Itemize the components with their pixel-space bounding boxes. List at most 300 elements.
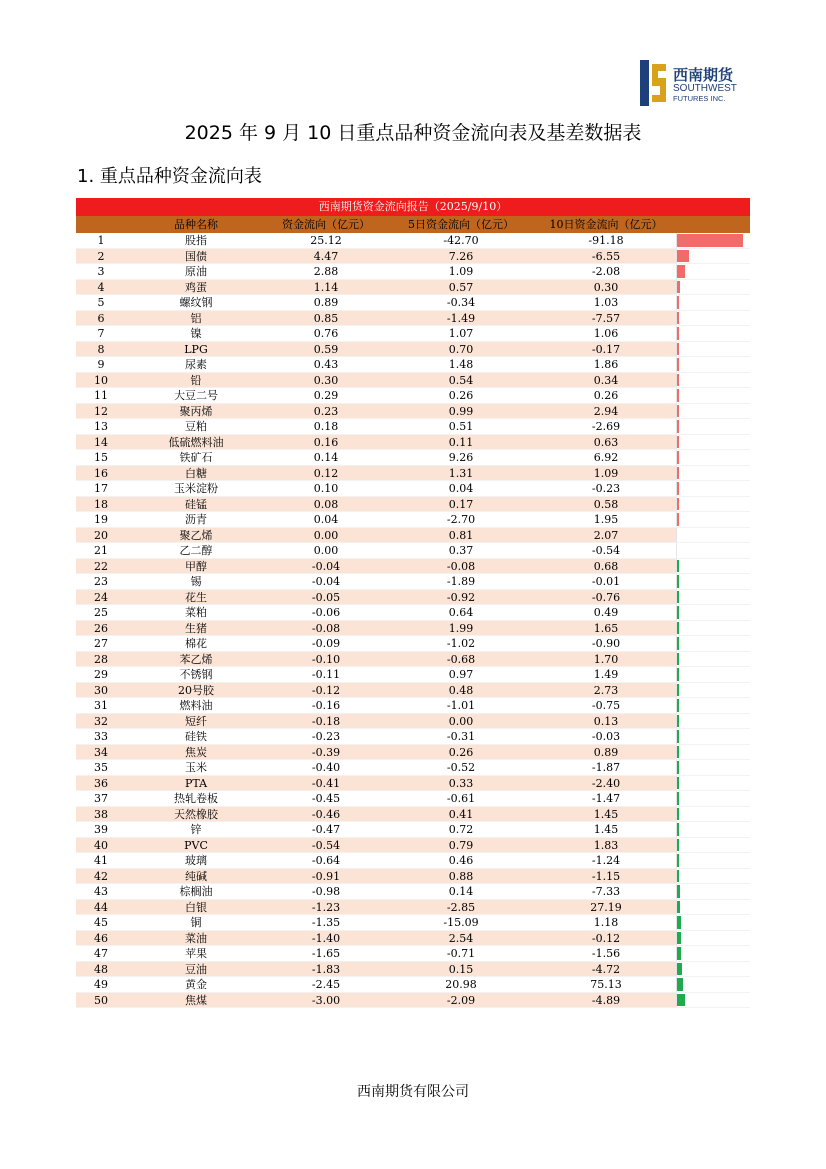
flow-bar-cell [676,993,750,1008]
flow-bar-cell [676,698,750,713]
flow-bar-cell [676,357,750,372]
flow-10d-cell: 0.68 [593,559,619,573]
table-row [76,760,750,776]
flow-bar [677,296,679,309]
table-row [76,388,750,404]
flow-cell: 0.00 [313,528,339,542]
table-row [76,342,750,358]
flow-cell: 0.04 [313,513,339,526]
flow-10d-cell: 1.86 [593,358,619,371]
flow-bar-cell [676,528,750,543]
flow-cell: -0.40 [311,761,341,774]
flow-bar [677,591,679,604]
flow-5d-cell: 9.26 [448,451,474,464]
rank-cell: 41 [94,854,108,867]
flow-5d-cell: 20.98 [445,978,477,991]
flow-bar-cell [676,884,750,899]
table-row [76,729,750,745]
header-name: 品种名称 [174,218,218,231]
flow-10d-cell: 1.09 [593,466,619,480]
flow-5d-cell: 0.97 [448,668,474,681]
flow-5d-cell: 1.48 [448,358,474,371]
flow-bar [677,684,679,697]
rank-cell: 35 [94,761,108,774]
flow-10d-cell: 1.95 [593,513,619,526]
flow-5d-cell: 0.88 [448,869,474,883]
flow-bar-cell [676,714,750,729]
flow-bar-cell [676,466,750,481]
flow-10d-cell: 2.07 [593,528,619,542]
flow-bar-cell [676,311,750,326]
flow-10d-cell: 2.94 [593,404,619,418]
name-cell: 焦煤 [185,993,207,1007]
flow-cell: -3.00 [311,993,341,1007]
flow-bar [677,839,679,852]
flow-bar-cell [676,807,750,822]
rank-cell: 17 [94,482,108,495]
rank-cell: 28 [94,652,108,666]
flow-10d-cell: 0.63 [593,435,619,449]
name-cell: 镍 [190,327,202,340]
flow-cell: -0.23 [311,730,341,743]
flow-5d-cell: -1.89 [446,575,476,588]
flow-cell: 0.89 [313,296,339,309]
flow-cell: 0.59 [313,342,339,356]
flow-cell: 0.10 [313,482,339,495]
name-cell: 硅铁 [185,730,207,743]
name-cell: 鸡蛋 [185,280,207,294]
flow-bar-cell [676,373,750,388]
flow-5d-cell: 0.15 [448,962,474,976]
flow-5d-cell: 0.70 [448,342,474,356]
flow-bar [677,963,682,976]
flow-10d-cell: 1.83 [593,838,619,852]
rank-cell: 14 [94,435,108,449]
flow-bar [677,885,680,898]
flow-cell: -1.35 [311,916,341,929]
rank-cell: 48 [94,962,108,976]
flow-10d-cell: -4.89 [591,993,621,1007]
flow-10d-cell: -0.90 [591,637,621,650]
name-cell: 沥青 [185,513,207,526]
logo-mark-icon [640,60,668,106]
flow-10d-cell: -0.17 [591,342,621,356]
rank-cell: 47 [94,947,108,960]
flow-10d-cell: 27.19 [590,900,622,914]
rank-cell: 16 [94,466,108,480]
flow-bar-cell [676,853,750,868]
rank-cell: 39 [94,823,108,836]
flow-10d-cell: -1.47 [591,792,621,805]
name-cell: 菜油 [185,931,207,945]
flow-5d-cell: -0.52 [446,761,476,774]
table-row [76,915,750,931]
flow-10d-cell: 1.49 [593,668,619,681]
flow-10d-cell: 75.13 [590,978,622,991]
table-row [76,590,750,606]
table-row [76,311,750,327]
table-row [76,791,750,807]
name-cell: 低硫燃料油 [168,435,224,449]
rank-cell: 34 [94,745,108,759]
flow-5d-cell: 0.14 [448,885,474,898]
name-cell: 玉米 [185,761,207,774]
table-row [76,326,750,342]
flow-bar [677,343,679,356]
rank-cell: 40 [94,838,108,852]
table-row [76,419,750,435]
flow-cell: -1.65 [311,947,341,960]
flow-bar-cell [676,822,750,837]
table-row [76,264,750,280]
flow-bar-cell [676,605,750,620]
table-row [76,404,750,420]
name-cell: 硅锰 [185,497,207,511]
flow-bar [677,901,680,914]
name-cell: 铅 [190,373,202,387]
flow-bar [677,792,679,805]
table-row [76,869,750,885]
name-cell: LPG [184,342,208,356]
table-row [76,280,750,296]
flow-5d-cell: -0.31 [446,730,476,743]
flow-bar-cell [676,264,750,279]
flow-10d-cell: -91.18 [588,234,624,247]
name-cell: 棕榈油 [179,885,213,898]
flow-bar [677,994,685,1007]
flow-5d-cell: -0.68 [446,652,476,666]
flow-bar [677,870,679,883]
rank-cell: 46 [94,931,108,945]
header-flow-10d: 10日资金流向（亿元） [549,218,663,231]
flow-bar-cell [676,450,750,465]
rank-cell: 26 [94,621,108,635]
flow-10d-cell: 0.13 [593,714,619,728]
flow-cell: -1.40 [311,931,341,945]
flow-bar-cell [676,419,750,434]
flow-5d-cell: 2.54 [448,931,474,945]
flow-cell: 0.16 [313,435,339,449]
flow-5d-cell: 0.54 [448,373,474,387]
flow-cell: -0.41 [311,776,341,790]
flow-10d-cell: -0.03 [591,730,621,743]
flow-bar [677,777,679,790]
table-row [76,357,750,373]
name-cell: 短纤 [185,714,207,728]
rank-cell: 44 [94,900,108,914]
flow-10d-cell: 1.45 [593,823,619,836]
flow-bar-cell [676,574,750,589]
flow-bar [677,978,683,991]
name-cell: 尿素 [185,358,207,371]
table-row [76,373,750,389]
table-row [76,233,750,249]
flow-5d-cell: 0.48 [448,683,474,697]
table-row [76,822,750,838]
flow-5d-cell: 1.07 [448,327,474,340]
flow-bar [677,250,689,263]
rank-cell: 10 [94,373,108,387]
rank-cell: 7 [97,327,105,340]
flow-bar-cell [676,776,750,791]
flow-5d-cell: 0.81 [448,528,474,542]
header-rank [76,216,126,233]
flow-bar [677,715,679,728]
flow-bar-cell [676,388,750,403]
flow-bar [677,405,679,418]
flow-cell: -0.64 [311,854,341,867]
flow-bar [677,699,679,712]
flow-cell: 0.14 [313,451,339,464]
flow-5d-cell: -0.34 [446,296,476,309]
flow-10d-cell: 1.18 [593,916,619,929]
flow-5d-cell: 0.57 [448,280,474,294]
flow-5d-cell: 0.41 [448,807,474,821]
flow-10d-cell: -1.15 [591,869,621,883]
name-cell: 乙二醇 [179,544,213,557]
flow-cell: -0.08 [311,621,341,635]
name-cell: PTA [184,776,208,790]
flow-bar [677,947,681,960]
table-row [76,977,750,993]
table-row [76,962,750,978]
flow-bar-cell [676,435,750,450]
rank-cell: 11 [94,389,108,402]
flow-5d-cell: 0.79 [448,838,474,852]
flow-5d-cell: 0.64 [448,606,474,619]
flow-bar-cell [676,900,750,915]
flow-10d-cell: 2.73 [593,683,619,697]
flow-cell: 1.14 [313,280,339,294]
name-cell: 菜粕 [185,606,207,619]
flow-bar-cell [676,512,750,527]
flow-5d-cell: 1.31 [448,466,474,480]
flow-10d-cell: 1.03 [593,296,619,309]
flow-5d-cell: 0.72 [448,823,474,836]
name-cell: 锌 [190,823,202,836]
table-row [76,652,750,668]
flow-cell: -0.16 [311,699,341,712]
name-cell: 天然橡胶 [174,807,218,821]
flow-10d-cell: -1.87 [591,761,621,774]
flow-cell: 0.23 [313,404,339,418]
flow-5d-cell: -1.49 [446,311,476,325]
flow-5d-cell: 0.33 [448,776,474,790]
flow-5d-cell: -1.02 [446,637,476,650]
fund-flow-table [76,198,750,1008]
rank-cell: 8 [97,342,105,356]
flow-bar-cell [676,233,750,248]
table-row [76,621,750,637]
rank-cell: 29 [94,668,108,681]
name-cell: 豆油 [185,962,207,976]
rank-cell: 30 [94,683,108,697]
flow-bar-cell [676,497,750,512]
flow-10d-cell: -7.33 [591,885,621,898]
table-row [76,667,750,683]
flow-bar [677,746,679,759]
rank-cell: 9 [97,358,105,371]
name-cell: 热轧卷板 [174,792,218,805]
name-cell: 花生 [185,590,207,604]
flow-bar [677,327,679,340]
rank-cell: 33 [94,730,108,743]
flow-5d-cell: -2.85 [446,900,476,914]
flow-10d-cell: -0.76 [591,590,621,604]
flow-10d-cell: 0.30 [593,280,619,294]
flow-cell: 0.00 [313,544,339,557]
flow-cell: -0.04 [311,559,341,573]
flow-cell: -0.11 [311,668,341,681]
header-flow-5d: 5日资金流向（亿元） [408,218,514,231]
flow-bar-cell [676,326,750,341]
flow-bar-cell [676,915,750,930]
logo-name-en: SOUTHWEST [673,83,737,94]
flow-bar [677,513,679,526]
flow-bar [677,374,679,387]
flow-5d-cell: -1.01 [446,699,476,712]
rank-cell: 23 [94,575,108,588]
flow-cell: -0.54 [311,838,341,852]
name-cell: 20号胶 [178,683,214,697]
rank-cell: 21 [94,544,108,557]
flow-bar [677,560,679,573]
flow-cell: -0.18 [311,714,341,728]
flow-10d-cell: -0.54 [591,544,621,557]
name-cell: 豆粕 [185,420,207,433]
table-row [76,497,750,513]
flow-bar [677,467,679,480]
table-row [76,466,750,482]
flow-cell: -0.04 [311,575,341,588]
name-cell: 股指 [185,234,207,247]
flow-cell: 0.76 [313,327,339,340]
flow-10d-cell: 1.70 [593,652,619,666]
flow-10d-cell: -0.75 [591,699,621,712]
table-row [76,884,750,900]
flow-bar [677,436,679,449]
table-row [76,435,750,451]
flow-bar [677,808,679,821]
name-cell: 黄金 [185,978,207,991]
flow-cell: -2.45 [311,978,341,991]
name-cell: 棉花 [185,637,207,650]
flow-bar-cell [676,652,750,667]
flow-bar-cell [676,636,750,651]
flow-bar-cell [676,869,750,884]
table-row [76,807,750,823]
flow-bar [677,312,679,325]
name-cell: 锡 [190,575,202,588]
table-row [76,249,750,265]
header-bar [676,216,750,233]
flow-10d-cell: -6.55 [591,249,621,263]
flow-cell: 0.29 [313,389,339,402]
flow-bar-cell [676,791,750,806]
name-cell: 国债 [185,249,207,263]
name-cell: 生猪 [185,621,207,635]
flow-bar-cell [676,404,750,419]
flow-cell: 2.88 [313,265,339,278]
name-cell: 聚丙烯 [179,404,213,418]
rank-cell: 4 [97,280,105,294]
table-row [76,838,750,854]
flow-10d-cell: -0.01 [591,575,621,588]
rank-cell: 50 [94,993,108,1007]
flow-cell: 0.43 [313,358,339,371]
table-row [76,745,750,761]
rank-cell: 42 [94,869,108,883]
flow-10d-cell: -7.57 [591,311,621,325]
flow-cell: 0.85 [313,311,339,325]
flow-bar [677,637,679,650]
table-row [76,574,750,590]
table-row [76,559,750,575]
flow-cell: 0.18 [313,420,339,433]
flow-5d-cell: 0.26 [448,745,474,759]
company-logo [640,60,750,108]
flow-bar-cell [676,590,750,605]
rank-cell: 25 [94,606,108,619]
flow-cell: -0.39 [311,745,341,759]
flow-10d-cell: 1.65 [593,621,619,635]
rank-cell: 20 [94,528,108,542]
flow-10d-cell: 0.58 [593,497,619,511]
table-row [76,295,750,311]
name-cell: 玻璃 [185,854,207,867]
table-body [76,233,750,1008]
name-cell: 苹果 [185,947,207,960]
flow-5d-cell: 0.46 [448,854,474,867]
rank-cell: 38 [94,807,108,821]
flow-bar [677,916,681,929]
flow-5d-cell: -0.92 [446,590,476,604]
rank-cell: 22 [94,559,108,573]
flow-bar [677,498,679,511]
flow-bar [677,653,679,666]
flow-10d-cell: -2.40 [591,776,621,790]
flow-10d-cell: -1.24 [591,854,621,867]
rank-cell: 12 [94,404,108,418]
table-row [76,698,750,714]
flow-bar [677,622,679,635]
flow-bar-cell [676,559,750,574]
rank-cell: 32 [94,714,108,728]
flow-cell: -1.83 [311,962,341,976]
flow-bar-cell [676,667,750,682]
section-title: 1. 重点品种资金流向表 [77,166,262,187]
header-flow: 资金流向（亿元） [282,218,370,231]
flow-bar [677,420,679,433]
flow-cell: -1.23 [311,900,341,914]
table-row [76,512,750,528]
flow-5d-cell: -0.71 [446,947,476,960]
flow-10d-cell: -4.72 [591,962,621,976]
rank-cell: 5 [97,296,105,309]
name-cell: 铜 [190,916,202,929]
flow-bar [677,265,685,278]
table-row [76,776,750,792]
flow-bar-cell [676,481,750,496]
document-title: 2025 年 9 月 10 日重点品种资金流向表及基差数据表 [184,122,642,144]
flow-cell: 0.08 [313,497,339,511]
rank-cell: 31 [94,699,108,712]
table-row [76,714,750,730]
flow-5d-cell: -15.09 [443,916,479,929]
rank-cell: 45 [94,916,108,929]
flow-cell: -0.10 [311,652,341,666]
flow-bar-cell [676,249,750,264]
